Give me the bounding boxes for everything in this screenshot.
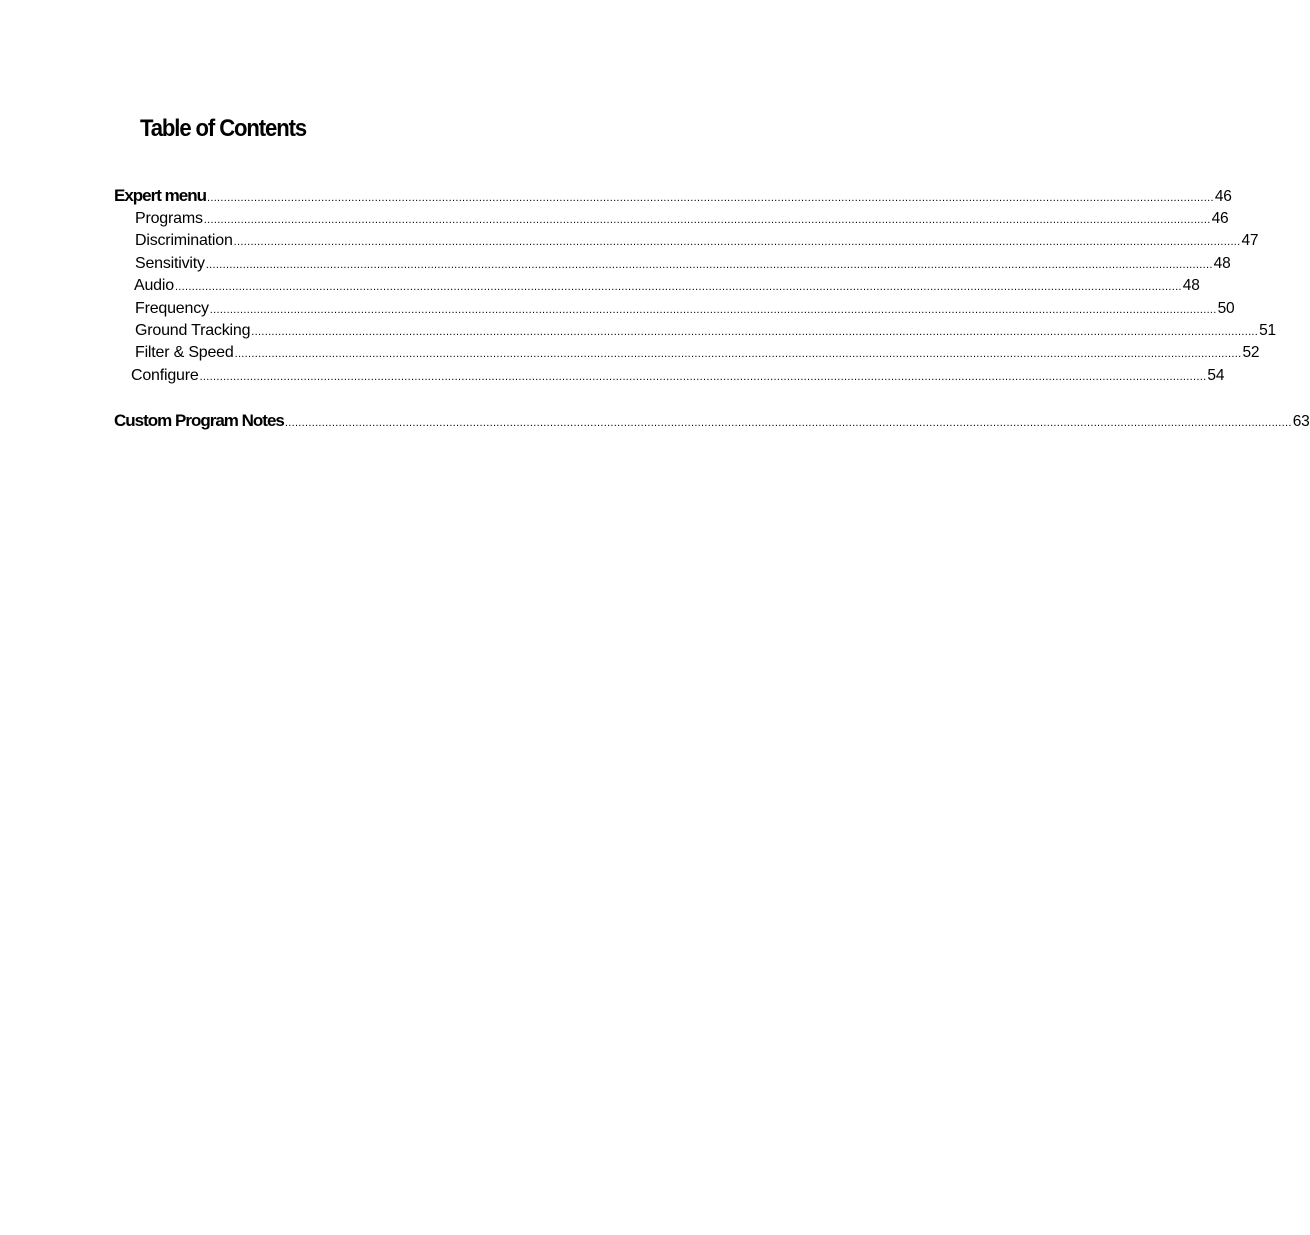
toc-entry-programs[interactable] [135, 209, 1229, 229]
toc-entry-ground-tracking[interactable] [135, 321, 1276, 341]
toc-entry-sensitivity[interactable] [135, 254, 1231, 274]
toc-entry-label: Programs [135, 210, 203, 227]
toc-entry-page: 50 [1217, 300, 1235, 317]
toc-entry-label: Audio [134, 277, 174, 294]
toc-entry-discrimination[interactable] [135, 231, 1259, 251]
toc-entry-custom-program-notes[interactable] [114, 411, 1310, 431]
dot-leader: ............................................................................................................................................................................................................................................................................................................ [234, 348, 1242, 360]
toc-entry-label: Expert menu [114, 186, 206, 205]
dot-leader: ............................................................................................................................................................................................................................................................................................................ [199, 371, 1207, 383]
toc-entry-label: Discrimination [135, 232, 233, 249]
toc-entry-label: Filter & Speed [135, 344, 234, 361]
toc-entry-page: 46 [1211, 210, 1229, 227]
toc-entry-page: 47 [1241, 232, 1259, 249]
dot-leader: ............................................................................................................................................................................................................................................................................................................ [209, 304, 1217, 316]
toc-entry-frequency[interactable] [135, 299, 1235, 319]
toc-entry-label: Ground Tracking [135, 322, 251, 339]
dot-leader: ............................................................................................................................................................................................................................................................................................................ [174, 281, 1182, 293]
toc-entry-page: 48 [1213, 255, 1231, 272]
dot-leader: ............................................................................................................................................................................................................................................................................................................ [203, 214, 1211, 226]
dot-leader: ............................................................................................................................................................................................................................................................................................................ [205, 259, 1213, 271]
dot-leader: ............................................................................................................................................................................................................................................................................................................ [233, 236, 1241, 248]
dot-leader: ............................................................................................................................................................................................................................................................................................................ [251, 326, 1259, 338]
toc-entry-page: 46 [1214, 188, 1232, 205]
toc-entry-expert-menu[interactable] [114, 186, 1232, 206]
toc-entry-page: 48 [1182, 277, 1200, 294]
toc-entry-page: 51 [1259, 322, 1276, 339]
toc-entry-label: Frequency [135, 300, 209, 317]
dot-leader: ............................................................................................................................................................................................................................................................................................................ [284, 417, 1292, 429]
toc-entry-label: Configure [131, 367, 199, 384]
toc-entry-page: 63 [1292, 413, 1310, 430]
toc-entry-label: Custom Program Notes [114, 411, 284, 430]
toc-entry-audio[interactable] [134, 276, 1200, 296]
toc-entry-page: 52 [1242, 344, 1260, 361]
dot-leader: ............................................................................................................................................................................................................................................................................................................ [206, 192, 1214, 204]
toc-entry-filter-speed[interactable] [135, 343, 1260, 363]
toc-entry-configure[interactable] [131, 366, 1225, 386]
toc-entry-label: Sensitivity [135, 255, 205, 272]
toc-entry-page: 54 [1207, 367, 1225, 384]
page-title: Table of Contents [140, 115, 307, 142]
